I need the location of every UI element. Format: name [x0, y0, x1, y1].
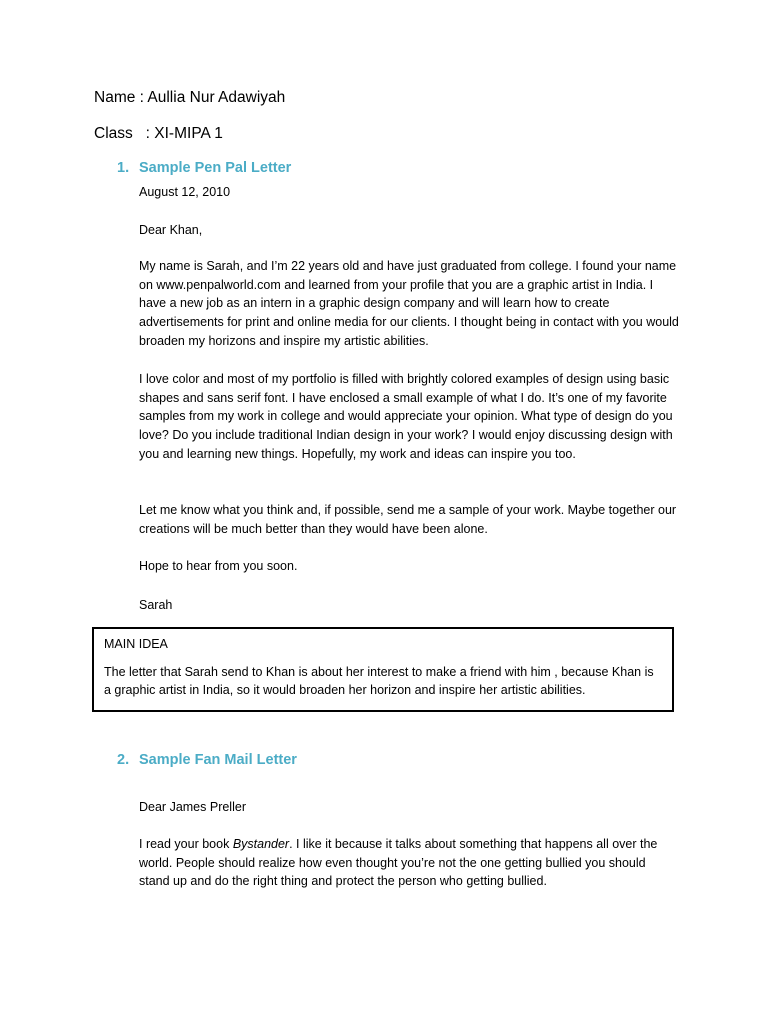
letter-signature: [139, 596, 679, 615]
fan-letter-text-rest: . I like it because it talks about something that happens all over the world. People should realize how even thought you’re not the one getting bullied you should stand up and do the right thing and protect the person who getting bullied.: [139, 837, 658, 889]
letter-paragraph: [139, 370, 679, 464]
letter-paragraph-2: I love color and most of my portfolio is filled with brightly colored examples of design using basic shapes and sans serif font. I have enclosed a small example of what I do. It’s one of my favorite samples from my work in college and would appreciate your opinion. What type of design do you love? Do you include traditional Indian design in your work? I would enjoy discussing design with you and learning new things. Hopefully, my work and ideas can inspire you too.: [139, 372, 673, 461]
letter-greeting-text: Dear Khan,: [139, 223, 203, 237]
letter-date: [139, 183, 679, 202]
letter-paragraph: [139, 501, 679, 538]
section-1-heading: [117, 160, 291, 176]
student-class: Class : XI-MIPA 1: [94, 125, 223, 142]
fan-letter-paragraph: [139, 835, 679, 891]
section-1-number: 1.: [117, 160, 130, 176]
letter-greeting: [139, 221, 679, 240]
fan-letter-greeting: [139, 798, 679, 817]
letter-date-text: August 12, 2010: [139, 185, 231, 199]
letter-paragraph: [139, 257, 679, 351]
student-name: Name : Aullia Nur Adawiyah: [94, 89, 286, 106]
section-2-title: Sample Fan Mail Letter: [139, 752, 297, 768]
fan-letter-text-start: I read your book: [139, 837, 233, 851]
letter-signature-text: Sarah: [139, 598, 173, 612]
letter-closing-text: Hope to hear from you soon.: [139, 559, 298, 573]
main-idea-box: [92, 627, 674, 712]
section-2-number: 2.: [117, 752, 130, 768]
main-idea-text: The letter that Sarah send to Khan is about her interest to make a friend with him , because Khan is a graphic artist in India, so it would broaden her horizon and inspire her artistic abilities.: [104, 664, 654, 698]
book-title: Bystander: [232, 837, 290, 851]
section-2-heading: [117, 752, 297, 768]
fan-letter-paragraph-text: [139, 835, 679, 891]
section-1-title: Sample Pen Pal Letter: [139, 160, 292, 176]
letter-paragraph-1: My name is Sarah, and I’m 22 years old and have just graduated from college. I found your name on www.penpalworld.com and learned from your profile that you are a graphic artist in India. I have a new job as an intern in a graphic design company and will learn how to create advertisements for print and online media for our clients. I thought being in contact with you would broaden my horizons and inspire my artistic abilities.: [139, 259, 679, 348]
fan-letter-greeting-text: Dear James Preller: [139, 800, 246, 814]
letter-paragraph-3: Let me know what you think and, if possible, send me a sample of your work. Maybe together our creations will be much better than they would have been alone.: [139, 503, 677, 536]
letter-closing: [139, 557, 679, 576]
main-idea-title: MAIN IDEA: [104, 637, 168, 651]
